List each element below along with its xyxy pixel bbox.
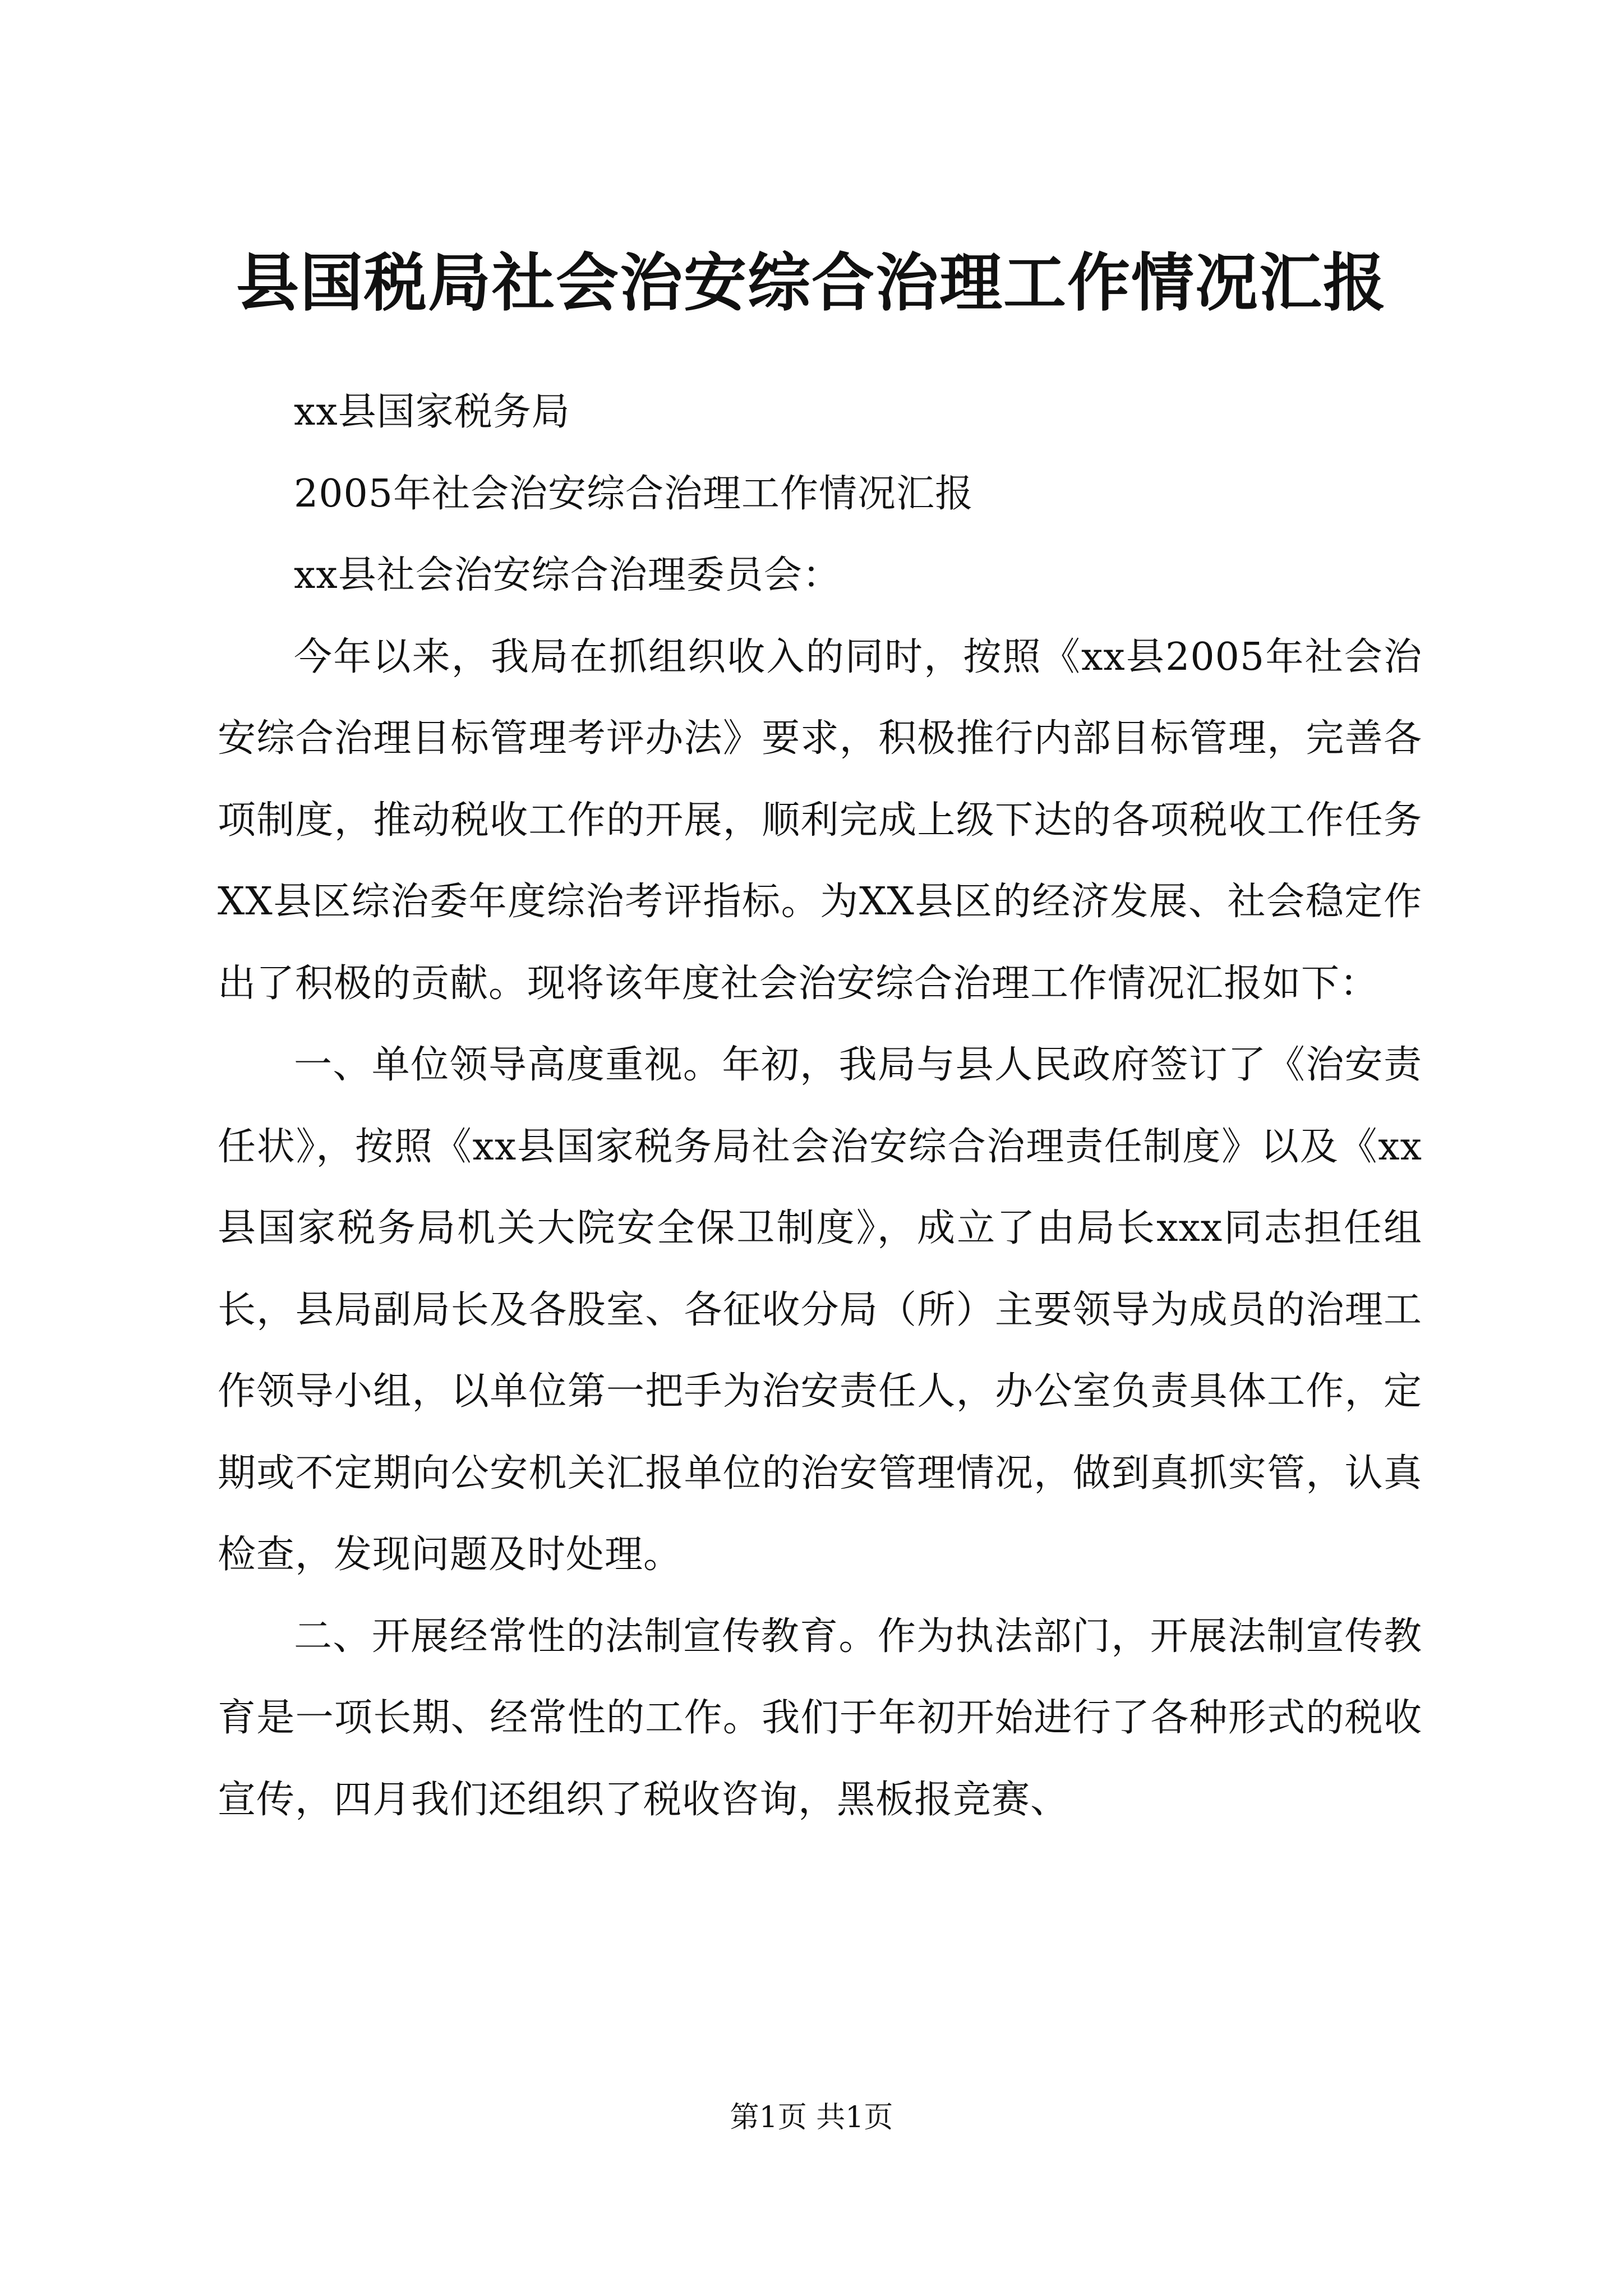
body-paragraph-1: xx县国家税务局: [294, 390, 570, 434]
document-body: [218, 371, 1422, 1841]
page-footer: 第1页 共1页: [730, 2101, 893, 2134]
body-paragraph-2: 2005年社会治安综合治理工作情况汇报: [294, 471, 974, 516]
body-paragraph-3: xx县社会治安综合治理委员会：: [294, 553, 841, 597]
body-paragraph-5: 一、单位领导高度重视。年初，我局与县人民政府签订了《治安责任状》，按照《xx县国家税务局社会治安综合治理责任制度》以及《xx县国家税务局机关大院安全保卫制度》，成立了由局长xxx同志担任组长，县局副局长及各股室、各征收分局（所）主要领导为成员的治理工作领导小组，以单位第一把手为治安责任人，办公室负责具体工作，定期或不定期向公安机关汇报单位的治安管理情况，做到真抓实管，认真检查，发现问题及时处理。: [218, 1043, 1422, 1577]
body-paragraph-4: 今年以来，我局在抓组织收入的同时，按照《xx县2005年社会治安综合治理目标管理考评办法》要求，积极推行内部目标管理，完善各项制度，推动税收工作的开展，顺利完成上级下达的各项税收工作任务XX县区综治委年度综治考评指标。为XX县区的经济发展、社会稳定作出了积极的贡献。现将该年度社会治安综合治理工作情况汇报如下：: [218, 634, 1422, 1006]
body-paragraph-6: 二、开展经常性的法制宣传教育。作为执法部门，开展法制宣传教育是一项长期、经常性的工作。我们于年初开始进行了各种形式的税收宣传，四月我们还组织了税收咨询，黑板报竞赛、: [218, 1614, 1422, 1822]
document-title: 县国税局社会治安综合治理工作情况汇报: [236, 246, 1387, 320]
